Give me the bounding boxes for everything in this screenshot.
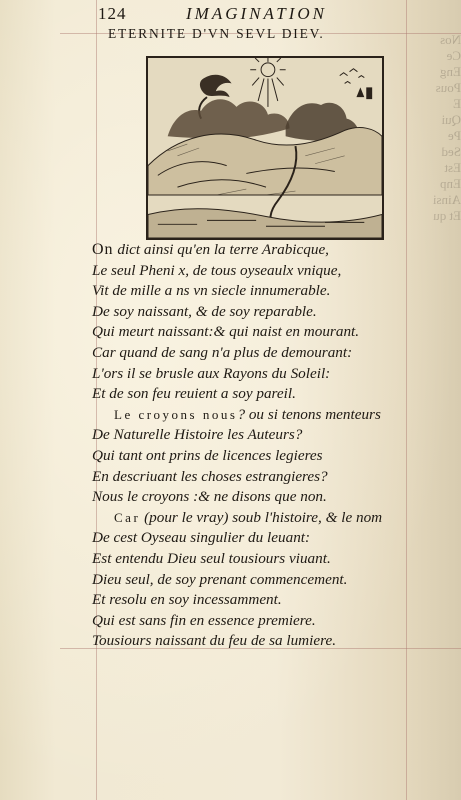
- verse-line-text: Nous le croyons :& ne disons que non.: [92, 488, 327, 506]
- woodcut-art: [148, 58, 382, 238]
- verse-line-lead: On: [92, 241, 114, 258]
- poem-text: [92, 240, 392, 652]
- verse-line-text: De soy naissant, & de soy reparable.: [92, 302, 317, 320]
- verse-line: [92, 302, 392, 323]
- verse-line: [92, 487, 392, 508]
- verse-line: [92, 611, 392, 632]
- verse-line-text: ? ou si tenons menteurs: [237, 405, 381, 423]
- verse-line: [92, 549, 392, 570]
- verse-line: [92, 508, 392, 529]
- verse-line-text: Le seul Pheni x, de tous oyseaulx vnique,: [92, 261, 342, 279]
- verse-line-text: Tousiours naissant du feu de sa lumiere.: [92, 632, 336, 650]
- verse-line: [92, 446, 392, 467]
- verse-line-text: En descriuant les choses estrangieres?: [92, 467, 328, 485]
- verse-line-text: dict ainsi qu'en la terre Arabicque,: [113, 241, 329, 258]
- verse-line: [92, 467, 392, 488]
- verse-line-text: De Naturelle Histoire les Auteurs?: [92, 426, 303, 444]
- verse-line-text: Dieu seul, de soy prenant commencement.: [92, 570, 348, 588]
- phoenix-woodcut-illustration: [146, 56, 384, 240]
- verse-line: [92, 240, 392, 261]
- verse-line-text: Qui tant ont prins de licences legieres: [92, 446, 323, 464]
- verse-line-text: Qui est sans fin en essence premiere.: [92, 611, 316, 629]
- verse-line: [92, 590, 392, 611]
- verse-line: [92, 281, 392, 302]
- verse-line: [92, 343, 392, 364]
- verse-line-text: Car quand de sang n'a plus de demourant:: [92, 343, 353, 361]
- poem-title: ETERNITE D'VN SEVL DIEV.: [108, 26, 325, 41]
- verse-line: [92, 631, 392, 652]
- verse-line-lead: Car: [114, 509, 141, 525]
- verse-line-text: (pour le vray) soub l'histoire, & le nom: [140, 508, 383, 526]
- verse-line-text: Qui meurt naissant:& qui naist en mourant.: [92, 323, 360, 341]
- verse-line: [92, 261, 392, 282]
- verse-line-text: De cest Oyseau singulier du leuant:: [92, 529, 311, 547]
- verse-line: [92, 405, 392, 426]
- verse-line-text: Et de son feu reuient a soy pareil.: [92, 385, 296, 403]
- verse-line-text: Est entendu Dieu seul tousiours viuant.: [92, 549, 331, 567]
- page-number: 124: [98, 4, 127, 23]
- verse-line: [92, 322, 392, 343]
- show-through-text: Nos Ce Eng Pous E Qui Pe Sed Est Enp Ainsi Et qu: [432, 32, 461, 223]
- verse-line: [92, 425, 392, 446]
- verse-line: [92, 570, 392, 591]
- verse-line: [92, 384, 392, 405]
- verse-line-text: Et resolu en soy incessamment.: [92, 591, 282, 609]
- verse-line-text: L'ors il se brusle aux Rayons du Soleil:: [92, 364, 331, 382]
- verse-line: [92, 364, 392, 385]
- verse-line-text: Vit de mille a ns vn siecle innumerable.: [92, 282, 331, 300]
- verse-line: [92, 528, 392, 549]
- running-head: IMAGINATION: [186, 4, 327, 23]
- page-header: [98, 4, 398, 26]
- verse-line-lead: Le croyons nous: [114, 406, 238, 422]
